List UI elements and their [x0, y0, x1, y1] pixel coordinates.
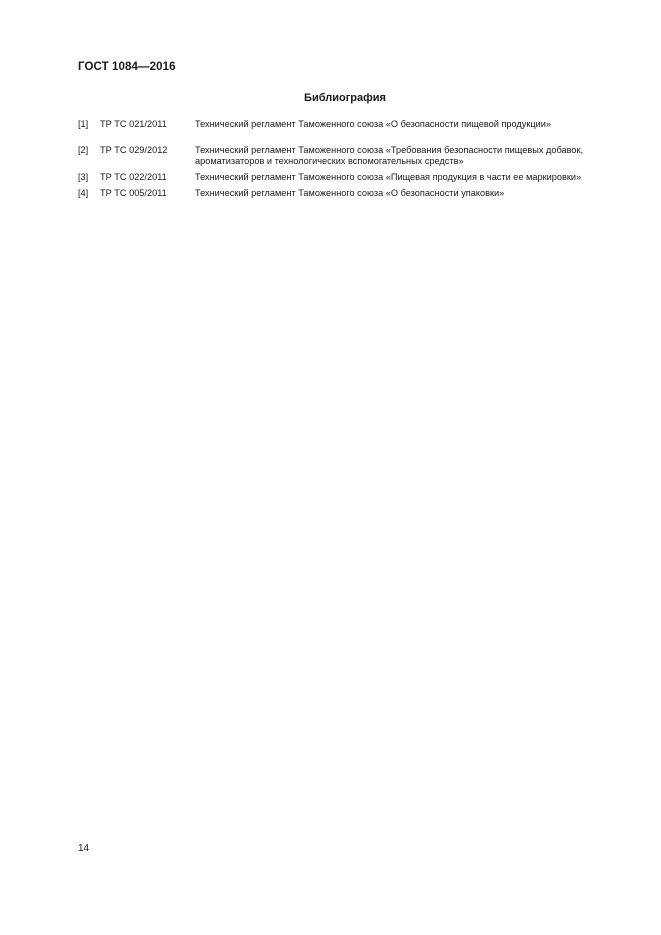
entry-title: Технический регламент Таможенного союза «О безопасности пищевой продукции» [195, 119, 552, 129]
entry-number: [1] [78, 119, 89, 129]
bibliography-list [78, 119, 638, 200]
entry-title: Технический регламент Таможенного союза «О безопасности упаковки» [195, 188, 505, 198]
entry-number: [3] [78, 171, 89, 182]
entry-title: Технический регламент Таможенного союза «Пищевая продукция в части ее маркировки» [195, 171, 582, 182]
entry-reference: ТР ТС 029/2012 [100, 144, 168, 155]
entry-reference: ТР ТС 022/2011 [100, 171, 167, 182]
entry-number: [4] [78, 188, 89, 198]
section-title: Библиография [304, 92, 386, 104]
bibliography-entry [78, 188, 638, 200]
entry-reference: ТР ТС 021/2011 [100, 119, 167, 129]
bibliography-entry [78, 172, 638, 184]
bibliography-entry [78, 119, 638, 131]
page-number: 14 [78, 843, 90, 854]
entry-number: [2] [78, 144, 89, 155]
entry-reference: ТР ТС 005/2011 [100, 188, 167, 198]
bibliography-entry [78, 145, 638, 168]
document-code: ГОСТ 1084—2016 [78, 61, 176, 73]
entry-title: Технический регламент Таможенного союза «Требования безопасности пищевых добавок, ароматизаторов и технологических вспомогательных средств» [195, 144, 584, 166]
